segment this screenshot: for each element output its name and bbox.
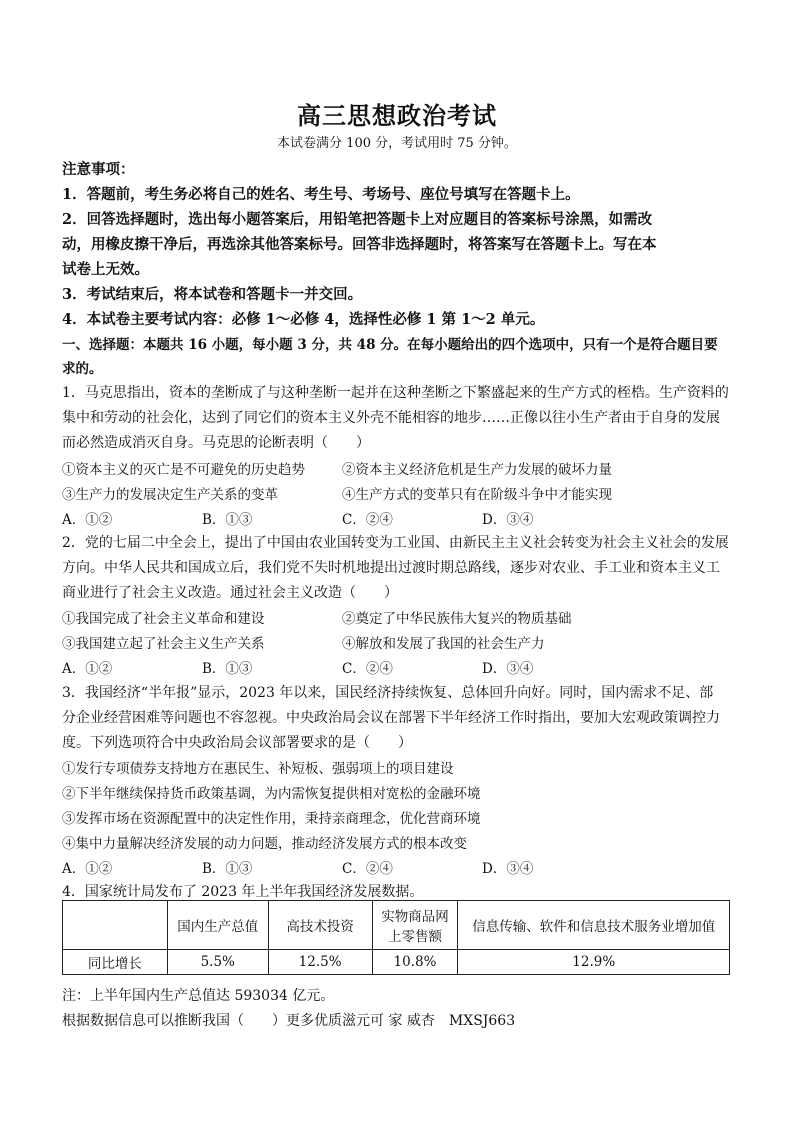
q1-item: ③生产力的发展决定生产关系的变革: [62, 487, 278, 503]
q1-item: ②资本主义经济危机是生产力发展的破坏力量: [342, 462, 612, 478]
section-heading-cont: 求的。: [62, 361, 103, 377]
q3-item: ①发行专项债券支持地方在惠民生、补短板、强弱项上的项目建设: [62, 761, 454, 777]
table-header-cell: 国内生产总值: [167, 901, 268, 950]
q2-item: ①我国完成了社会主义革命和建设: [62, 611, 265, 627]
q1-item: ④生产方式的变革只有在阶级斗争中才能实现: [342, 487, 612, 503]
q3-choice-c: C．②④: [342, 861, 393, 877]
statistics-table: [62, 900, 730, 975]
q2-stem-line: 商业进行了社会主义改造。通过社会主义改造（ ）: [62, 585, 398, 601]
table-header-cell: 实物商品网上零售额: [372, 901, 458, 950]
q2-item: ③我国建立起了社会主义生产关系: [62, 636, 265, 652]
page-subtitle: 本试卷满分 100 分，考试用时 75 分钟。: [277, 136, 517, 151]
q1-item: ①资本主义的灭亡是不可避免的历史趋势: [62, 462, 305, 478]
table-header-cell: 高技术投资: [268, 901, 372, 950]
notice-line: 2．回答选择题时，选出每小题答案后，用铅笔把答题卡上对应题目的答案标号涂黑，如需改: [62, 211, 653, 228]
q2-item: ④解放和发展了我国的社会生产力: [342, 636, 545, 652]
q3-stem-line: 分企业经营困难等问题也不容忽视。中央政治局会议在部署下半年经济工作时指出，要加大宏观政策调控力: [62, 710, 720, 726]
q2-choice-c: C．②④: [342, 661, 393, 677]
q2-stem-line: 方向。中华人民共和国成立后，我们党不失时机地提出过渡时期总路线，逐步对农业、手工业和资本主义工: [62, 560, 720, 576]
notice-heading: 注意事项：: [62, 161, 135, 178]
q4-note: 注：上半年国内生产总值达 593034 亿元。: [62, 988, 335, 1004]
q1-choice-b: B．①③: [202, 512, 253, 528]
q2-choice-b: B．①③: [202, 661, 253, 677]
q1-stem-line: 1．马克思指出，资本的垄断成了与这种垄断一起并在这种垄断之下繁盛起来的生产方式的桎梏。生产资料的: [62, 385, 729, 401]
table-header-row: [63, 901, 730, 950]
q4-stem: 4．国家统计局发布了 2023 年上半年我国经济发展数据。: [62, 884, 424, 900]
q3-stem-line: 度。下列选项符合中央政治局会议部署要求的是（ ）: [62, 735, 412, 751]
q2-item: ②奠定了中华民族伟大复兴的物质基础: [342, 611, 572, 627]
q2-stem-line: 2．党的七届二中全会上，提出了中国由农业国转变为工业国、由新民主主义社会转变为社会主义社会的发展: [62, 535, 729, 551]
notice-line: 试卷上无效。: [62, 261, 149, 278]
q3-item: ②下半年继续保持货币政策基调，为内需恢复提供相对宽松的金融环境: [62, 786, 481, 802]
q4-question: 根据数据信息可以推断我国（ ）更多优质滋元可 家 威杏 MXSJ663: [62, 1013, 516, 1029]
q1-choice-a: A．①②: [62, 512, 113, 528]
table-row-label: 同比增长: [63, 950, 168, 975]
table-header-cell: 信息传输、软件和信息技术服务业增加值: [458, 901, 730, 950]
q3-item: ④集中力量解决经济发展的动力问题，推动经济发展方式的根本改变: [62, 836, 467, 852]
q2-choice-d: D．③④: [482, 661, 534, 677]
q3-stem-line: 3．我国经济“半年报”显示，2023 年以来，国民经济持续恢复、总体回升向好。同时，国内需求不足、部: [62, 685, 714, 701]
q3-choice-a: A．①②: [62, 861, 113, 877]
q2-choice-a: A．①②: [62, 661, 113, 677]
page-title: 高三思想政治考试: [297, 101, 497, 130]
q1-choice-c: C．②④: [342, 512, 393, 528]
q3-choice-d: D．③④: [482, 861, 534, 877]
q1-stem-line: 集中和劳动的社会化，达到了同它们的资本主义外壳不能相容的地步……正像以往小生产者由于自身的发展: [62, 410, 720, 426]
q1-stem-line: 而必然造成消灭自身。马克思的论断表明（ ）: [62, 435, 370, 451]
notice-line: 1．答题前，考生务必将自己的姓名、考生号、考场号、座位号填写在答题卡上。: [62, 186, 580, 203]
q1-choice-d: D．③④: [482, 512, 534, 528]
table-cell: 12.9%: [458, 950, 730, 975]
q3-choice-b: B．①③: [202, 861, 253, 877]
table-cell: 12.5%: [268, 950, 372, 975]
notice-line: 4．本试卷主要考试内容：必修 1～必修 4，选择性必修 1 第 1～2 单元。: [62, 311, 545, 328]
table-corner-cell: [63, 901, 168, 950]
section-heading: 一、选择题：本题共 16 小题，每小题 3 分，共 48 分。在每小题给出的四个选项中，只有一个是符合题目要: [62, 337, 718, 353]
notice-line: 动，用橡皮擦干净后，再选涂其他答案标号。回答非选择题时，将答案写在答题卡上。写在本: [62, 236, 657, 253]
table-cell: 5.5%: [167, 950, 268, 975]
table-row: [63, 950, 730, 975]
notice-line: 3．考试结束后，将本试卷和答题卡一并交回。: [62, 286, 363, 303]
q3-item: ③发挥市场在资源配置中的决定性作用，秉持亲商理念，优化营商环境: [62, 811, 481, 827]
table-cell: 10.8%: [372, 950, 458, 975]
